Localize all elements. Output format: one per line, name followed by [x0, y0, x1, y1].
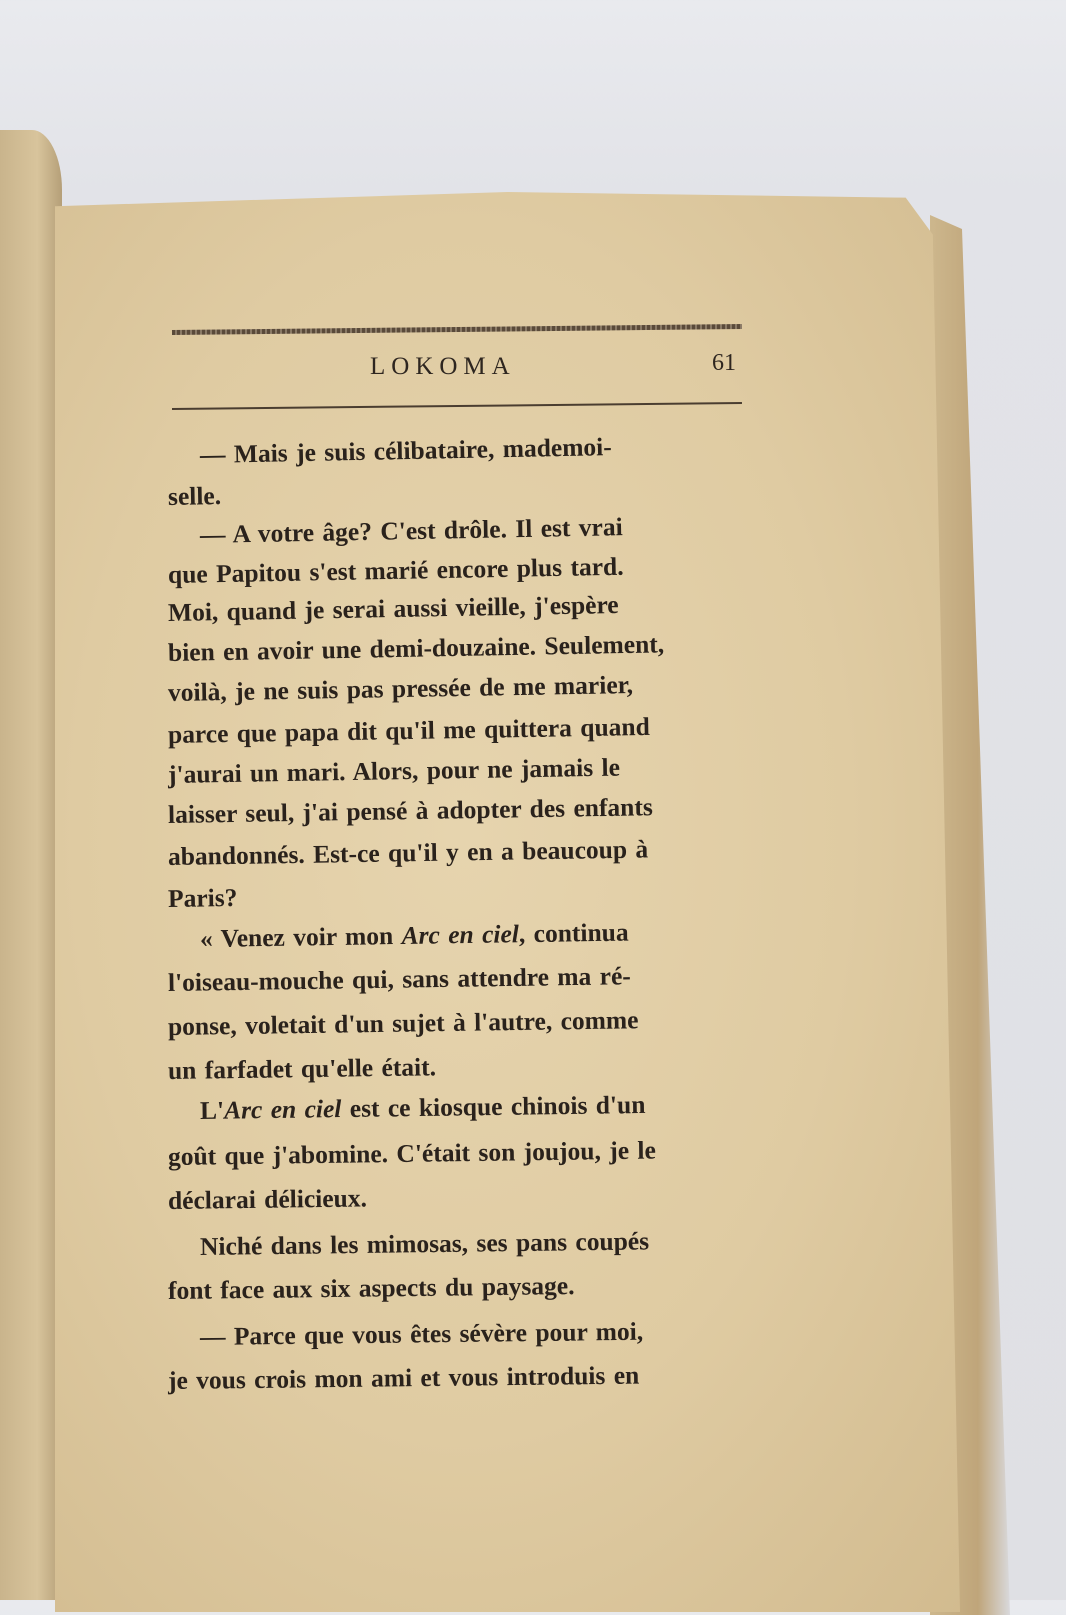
text-segment: voilà, je ne suis pas pressée de me marier,: [167, 670, 634, 707]
text-segment: ponse, voletait d'un sujet à l'autre, comme: [167, 1005, 639, 1041]
text-segment: l'oiseau-mouche qui, sans attendre ma ré-: [167, 961, 632, 997]
facing-page-edge: [0, 130, 62, 1600]
text-segment: est ce kiosque chinois d'un: [341, 1089, 646, 1124]
text-line: [168, 1271, 575, 1306]
text-line: [168, 883, 238, 914]
text-line: [168, 1052, 436, 1086]
text-segment: — A votre âge? C'est drôle. Il est vrai: [199, 512, 623, 549]
italic-title: Arc en ciel: [401, 919, 520, 950]
page-number: 61: [712, 350, 736, 376]
text-line: [200, 1090, 646, 1126]
text-segment: Moi, quand je serai aussi vieille, j'espère: [167, 589, 619, 627]
text-segment: , continua: [518, 917, 629, 949]
text-segment: déclarai délicieux.: [167, 1183, 368, 1215]
text-segment: j'aurai un mari. Alors, pour ne jamais le: [167, 752, 621, 789]
text-segment: un farfadet qu'elle était.: [167, 1052, 437, 1085]
text-segment: — Mais je suis célibataire, mademoi-: [199, 432, 613, 469]
text-segment: bien en avoir une demi-douzaine. Seulement,: [167, 629, 665, 667]
text-line: [168, 1183, 367, 1216]
text-segment: L': [199, 1095, 225, 1125]
italic-title: Arc en ciel: [223, 1094, 342, 1125]
text-line: [200, 1226, 649, 1262]
text-segment: font face aux six aspects du paysage.: [167, 1271, 575, 1305]
text-segment: goût que j'abomine. C'était son joujou, je le: [167, 1135, 657, 1171]
text-line: [168, 481, 222, 512]
running-title: LOKOMA: [370, 353, 516, 380]
text-line: [168, 1361, 640, 1396]
text-segment: selle.: [167, 481, 222, 511]
text-segment: que Papitou s'est marié encore plus tard.: [167, 551, 624, 589]
text-segment: parce que papa dit qu'il me quittera quand: [167, 711, 650, 749]
text-segment: Niché dans les mimosas, ses pans coupés: [199, 1226, 650, 1261]
text-segment: je vous crois mon ami et vous introduis en: [167, 1360, 640, 1395]
text-segment: laisser seul, j'ai pensé à adopter des enfants: [167, 792, 654, 829]
text-segment: abandonnés. Est-ce qu'il y en a beaucoup à: [167, 834, 649, 871]
text-segment: Paris?: [167, 882, 238, 913]
text-line: [200, 1317, 644, 1352]
text-segment: — Parce que vous êtes sévère pour moi,: [199, 1316, 644, 1351]
text-segment: « Venez voir mon: [199, 920, 402, 953]
